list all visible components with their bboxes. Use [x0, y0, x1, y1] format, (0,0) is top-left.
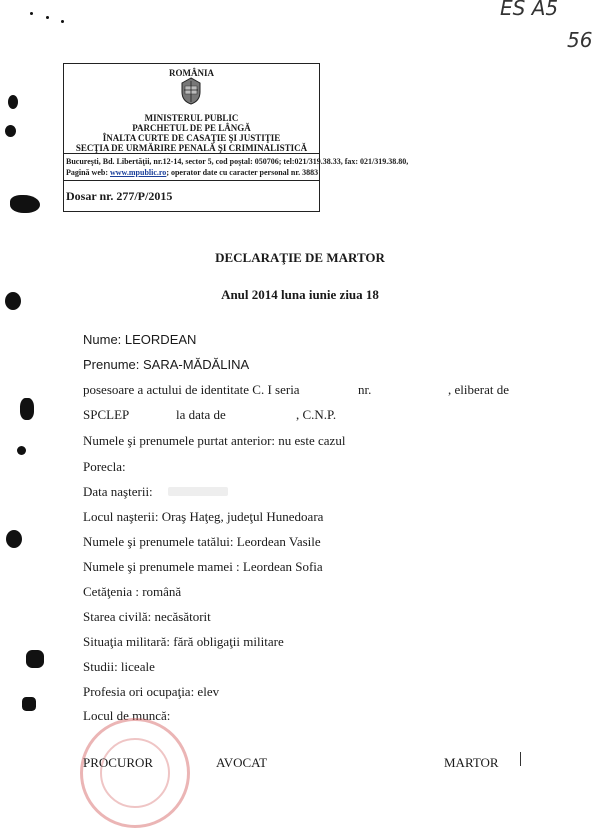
- document-title: DECLARAŢIE DE MARTOR: [215, 250, 385, 265]
- field-la-data-de: la data de: [176, 407, 226, 422]
- field-tatal: Numele şi prenumele tatălui: Leordean Vasile: [83, 534, 321, 549]
- website-link[interactable]: www.mpublic.ro: [110, 168, 167, 177]
- field-id-eliberat: , eliberat de: [448, 382, 509, 397]
- punch-hole-7: [6, 530, 22, 548]
- operator-label: ; operator date cu caracter personal nr. 3883: [166, 168, 319, 177]
- header-institution-2: PARCHETUL DE PE LÂNGĂ: [132, 123, 251, 133]
- handwritten-note-top: ES A5: [500, 0, 559, 20]
- document-date: Anul 2014 luna iunie ziua 18: [221, 287, 379, 302]
- header-institution-3: ÎNALTA CURTE DE CASAŢIE ŞI JUSTIŢIE: [102, 133, 281, 143]
- field-nume-anterior: Numele şi prenumele purtat anterior: nu este cazul: [83, 433, 346, 448]
- signature-avocat: AVOCAT: [216, 755, 268, 770]
- field-issuer: SPCLEP: [83, 407, 130, 422]
- field-locul-nasterii: Locul naşterii: Oraş Haţeg, judeţul Hunedoara: [83, 509, 324, 524]
- field-data-nasterii: Data naşterii:: [83, 484, 153, 499]
- dosar-number: Dosar nr. 277/P/2015: [66, 189, 173, 203]
- punch-mark-9: [22, 697, 36, 711]
- dot-top-2: [46, 16, 49, 19]
- header-divider-1: [63, 153, 320, 154]
- field-nume: Nume: LEORDEAN: [83, 332, 197, 347]
- field-id-part-1: posesoare a actului de identitate C. I seria: [83, 382, 300, 397]
- signature-mark-martor: [520, 752, 521, 766]
- header-institution-4: SECŢIA DE URMĂRIRE PENALĂ ŞI CRIMINALISTICĂ: [75, 143, 308, 153]
- header-divider-2: [63, 180, 320, 181]
- signature-procuror: PROCUROR: [83, 755, 154, 770]
- punch-hole-1: [8, 95, 18, 109]
- field-studii: Studii: liceale: [83, 659, 155, 674]
- field-id-nr: nr.: [358, 382, 372, 397]
- header-address-line-1: Bucureşti, Bd. Libertăţii, nr.12-14, sector 5, cod poştal: 050706; tel:021/319.38.33, fax: 021/319.38.80,: [66, 157, 409, 166]
- field-mama: Numele şi prenumele mamei : Leordean Sofia: [83, 559, 323, 574]
- field-starea-civila: Starea civilă: necăsătorit: [83, 609, 211, 624]
- field-locul-de-munca: Locul de muncă:: [83, 708, 171, 723]
- header-address-line-2: [66, 168, 318, 178]
- coat-of-arms-icon: [176, 76, 206, 106]
- field-prenume: Prenume: SARA-MĂDĂLINA: [83, 357, 250, 372]
- field-cnp: , C.N.P.: [296, 407, 337, 422]
- punch-mark-3: [10, 195, 40, 213]
- punch-hole-2: [5, 125, 16, 137]
- dot-top-1: [30, 12, 33, 15]
- punch-mark-8: [26, 650, 44, 668]
- field-situatia-militara: Situaţia militară: fără obligaţii militare: [83, 634, 284, 649]
- punch-hole-6: [17, 446, 26, 455]
- official-stamp-inner-ring: [100, 738, 170, 808]
- redacted-birth-date: [168, 487, 228, 496]
- field-cetatenia: Cetăţenia : română: [83, 584, 182, 599]
- dot-top-3: [61, 20, 64, 23]
- field-profesia: Profesia ori ocupaţia: elev: [83, 684, 220, 699]
- punch-mark-5: [20, 398, 34, 420]
- header-institution-1: MINISTERUL PUBLIC: [144, 113, 239, 123]
- header-country: ROMÂNIA: [169, 68, 214, 78]
- web-label: Pagină web:: [66, 168, 110, 177]
- handwritten-page-number: 56: [567, 28, 593, 52]
- field-porecla: Porecla:: [83, 459, 126, 474]
- signature-martor: MARTOR: [444, 755, 499, 770]
